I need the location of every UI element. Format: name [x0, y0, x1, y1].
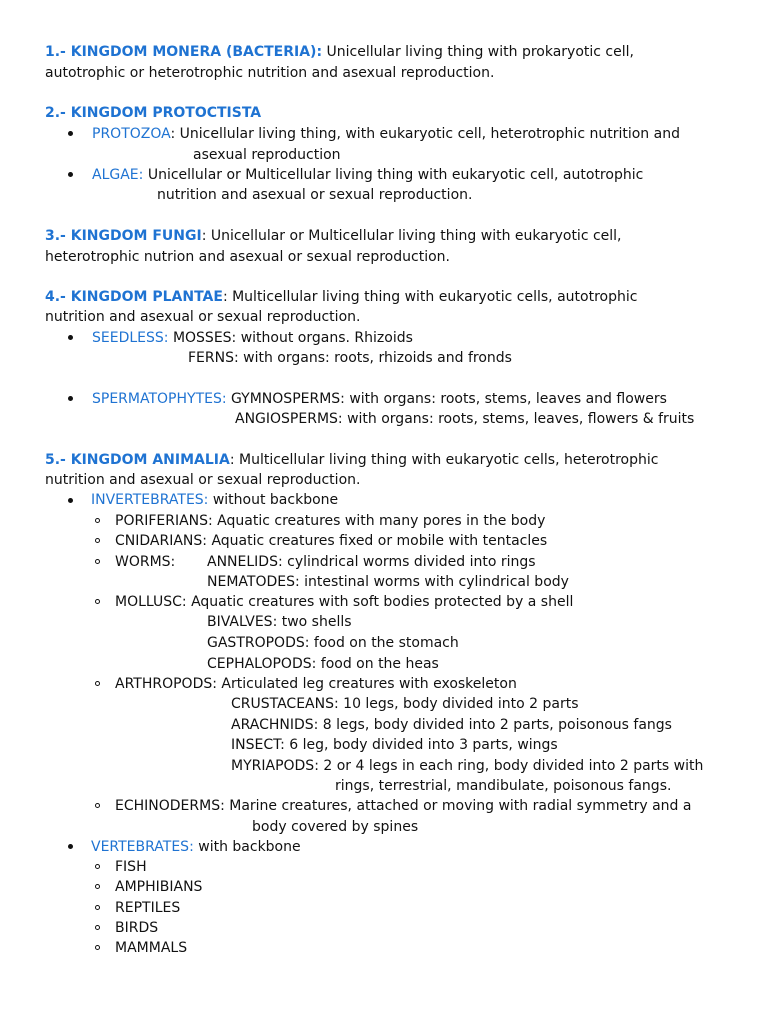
- poriferians-text: PORIFERIANS: Aquatic creatures with many pores in the body: [115, 513, 546, 529]
- vertebrate-amphibians: AMPHIBIANS: [115, 879, 203, 895]
- spermatophytes-label: SPERMATOPHYTES:: [92, 391, 227, 407]
- sub-bullet-circle: [95, 884, 100, 889]
- monera-text: Unicellular living thing with prokaryotic cell,: [322, 44, 634, 60]
- sub-bullet-circle: [95, 905, 100, 910]
- algae-label: ALGAE:: [92, 167, 144, 183]
- gastropods-text: GASTROPODS: food on the stomach: [207, 635, 459, 651]
- vertebrate-birds: BIRDS: [115, 920, 159, 936]
- invertebrates-label: INVERTEBRATES:: [91, 492, 209, 508]
- worms-label: WORMS:: [115, 554, 176, 570]
- animalia-line-2: nutrition and asexual or sexual reproduction.: [45, 472, 361, 488]
- seedless-label: SEEDLESS:: [92, 330, 169, 346]
- plantae-line-1: [45, 287, 637, 307]
- crustaceans-text: CRUSTACEANS: 10 legs, body divided into 2 parts: [231, 696, 579, 712]
- vertebrates-label: VERTEBRATES:: [91, 839, 194, 855]
- cnidarians-text: CNIDARIANS: Aquatic creatures fixed or mobile with tentacles: [115, 533, 548, 549]
- annelids-text: ANNELIDS: cylindrical worms divided into rings: [207, 554, 536, 570]
- cephalopods-text: CEPHALOPODS: food on the heas: [207, 656, 439, 672]
- protozoa-label: PROTOZOA: [92, 126, 171, 142]
- monera-line-1: [45, 42, 634, 62]
- vertebrate-mammals: MAMMALS: [115, 940, 188, 956]
- algae-text: Unicellular or Multicellular living thing with eukaryotic cell, autotrophic: [143, 167, 644, 183]
- insect-text: INSECT: 6 leg, body divided into 3 parts, wings: [231, 737, 558, 753]
- fungi-line-1: [45, 226, 622, 246]
- protozoa-text: : Unicellular living thing, with eukaryotic cell, heterotrophic nutrition and: [170, 126, 680, 142]
- monera-heading: 1.- KINGDOM MONERA (BACTERIA):: [45, 44, 323, 60]
- vertebrates-line: [91, 837, 301, 857]
- fungi-text: : Unicellular or Multicellular living thing with eukaryotic cell,: [201, 228, 622, 244]
- plantae-text: : Multicellular living thing with eukaryotic cells, autotrophic: [222, 289, 638, 305]
- echinoderms-line-1: ECHINODERMS: Marine creatures, attached or moving with radial symmetry and a: [115, 798, 692, 814]
- mollusc-text: MOLLUSC: Aquatic creatures with soft bodies protected by a shell: [115, 594, 574, 610]
- arthropods-text: ARTHROPODS: Articulated leg creatures with exoskeleton: [115, 676, 517, 692]
- bullet-dot: [68, 498, 73, 503]
- sub-bullet-circle: [95, 518, 100, 523]
- sub-bullet-circle: [95, 599, 100, 604]
- protozoa-line-1: [92, 124, 680, 144]
- plantae-heading: 4.- KINGDOM PLANTAE: [45, 289, 223, 305]
- bullet-dot: [68, 131, 73, 136]
- invertebrates-text: without backbone: [208, 492, 339, 508]
- monera-line-2: autotrophic or heterotrophic nutrition and asexual reproduction.: [45, 65, 495, 81]
- myriapods-line-2: rings, terrestrial, mandibulate, poisonous fangs.: [335, 778, 672, 794]
- ferns-text: FERNS: with organs: roots, rhizoids and fronds: [188, 350, 512, 366]
- sub-bullet-circle: [95, 559, 100, 564]
- invertebrates-line: [91, 490, 338, 510]
- protozoa-line-2: asexual reproduction: [193, 147, 341, 163]
- myriapods-line-1: MYRIAPODS: 2 or 4 legs in each ring, body divided into 2 parts with: [231, 758, 704, 774]
- sub-bullet-circle: [95, 945, 100, 950]
- bullet-dot: [68, 844, 73, 849]
- fungi-heading: 3.- KINGDOM FUNGI: [45, 228, 202, 244]
- angiosperms-text: ANGIOSPERMS: with organs: roots, stems, leaves, flowers & fruits: [235, 411, 695, 427]
- echinoderms-line-2: body covered by spines: [252, 819, 419, 835]
- algae-line-1: [92, 165, 643, 185]
- spermatophytes-line-1: [92, 389, 667, 409]
- fungi-line-2: heterotrophic nutrion and asexual or sexual reproduction.: [45, 249, 450, 265]
- seedless-line-1: [92, 328, 413, 348]
- protoctista-heading: 2.- KINGDOM PROTOCTISTA: [45, 105, 262, 121]
- vertebrate-fish: FISH: [115, 859, 147, 875]
- sub-bullet-circle: [95, 864, 100, 869]
- animalia-heading: 5.- KINGDOM ANIMALIA: [45, 452, 230, 468]
- bullet-dot: [68, 335, 73, 340]
- vertebrates-text: with backbone: [193, 839, 301, 855]
- plantae-line-2: nutrition and asexual or sexual reproduction.: [45, 309, 361, 325]
- vertebrate-reptiles: REPTILES: [115, 900, 181, 916]
- mosses-text: MOSSES: without organs. Rhizoids: [168, 330, 413, 346]
- algae-line-2: nutrition and asexual or sexual reproduction.: [157, 187, 473, 203]
- arachnids-text: ARACHNIDS: 8 legs, body divided into 2 parts, poisonous fangs: [231, 717, 672, 733]
- sub-bullet-circle: [95, 681, 100, 686]
- sub-bullet-circle: [95, 803, 100, 808]
- animalia-text: : Multicellular living thing with eukaryotic cells, heterotrophic: [229, 452, 659, 468]
- bullet-dot: [68, 396, 73, 401]
- bullet-dot: [68, 172, 73, 177]
- animalia-line-1: [45, 450, 658, 470]
- bivalves-text: BIVALVES: two shells: [207, 614, 352, 630]
- gymnosperms-text: GYMNOSPERMS: with organs: roots, stems, leaves and flowers: [226, 391, 667, 407]
- sub-bullet-circle: [95, 925, 100, 930]
- sub-bullet-circle: [95, 538, 100, 543]
- nematodes-text: NEMATODES: intestinal worms with cylindrical body: [207, 574, 569, 590]
